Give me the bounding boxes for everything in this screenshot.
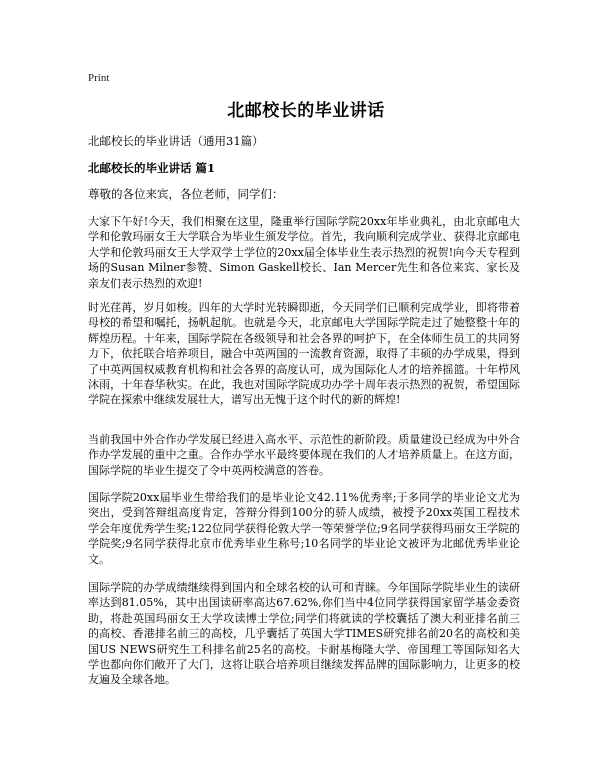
greeting-line: 尊敬的各位来宾，各位老师，同学们： <box>88 187 284 201</box>
section-heading: 北邮校长的毕业讲话 篇1 <box>88 161 216 175</box>
paragraph-welcome: 大家下午好!今天，我们相聚在这里，隆重举行国际学院20xx年毕业典礼，由北京邮电大学和伦敦玛丽女王大学联合为毕业生颁发学位。首先，我向顺利完成学业、获得北京邮电大学和伦敦玛丽女王大学双学士学位的20xx届全体毕业生表示热烈的祝贺!向今天专程到场的Susan Milner参赞、Simon Gaskell校长、Ian Mercer先生和各位来宾、家长及亲友们表示热烈的欢迎! <box>88 215 520 290</box>
document-subtitle: 北邮校长的毕业讲话（通用31篇） <box>88 134 264 148</box>
print-link[interactable]: Print <box>88 72 110 84</box>
paragraph-quality: 当前我国中外合作办学发展已经进入高水平、示范性的新阶段。质量建设已经成为中外合作办学发展的重中之重。合作办学水平最终要体现在我们的人才培养质量上。在这方面，国际学院的毕业生提交了令中英两校满意的答卷。 <box>88 433 520 477</box>
paragraph-achievements: 国际学院20xx届毕业生带给我们的是毕业论文42.11%优秀率;于多同学的毕业论文尤为突出，受到答辩组高度肯定，答辩分得到100分的骄人成绩，被授予20xx英国工程技术学会年度优秀学生奖;122位同学获得伦敦大学一等荣誉学位;9名同学获得玛丽女王学院的学院奖;9名同学获得北京市优秀毕业生称号;10名同学的毕业论文被评为北邮优秀毕业论文。 <box>88 491 520 566</box>
paragraph-history: 时光荏苒，岁月如梭。四年的大学时光转瞬即逝，今天同学们已顺利完成学业，即将带着母校的希望和嘱托，扬帆起航。也就是今天，北京邮电大学国际学院走过了她整整十年的辉煌历程。十年来，国际学院在各级领导和社会各界的呵护下，在全体师生员工的共同努力下，依托联合培养项目，融合中英两国的一流教育资源，取得了丰硕的办学成果，得到了中英两国权威教育机构和社会各界的高度认可，成为国际化人才的培养摇篮。十年栉风沐雨，十年春华秋实。在此，我也对国际学院成功办学十周年表示热烈的祝贺，希望国际学院在探索中继续发展壮大，谱写出无愧于这个时代的新的辉煌! <box>88 301 520 407</box>
page-title: 北邮校长的毕业讲话 <box>227 101 385 121</box>
paragraph-recognition: 国际学院的办学成绩继续得到国内和全球名校的认可和青睐。今年国际学院毕业生的读研率达到81.05%，其中出国读研率高达67.62%,你们当中4位同学获得国家留学基金委资助，将赴英国玛丽女王大学攻读博士学位;同学们将就读的学校囊括了澳大利亚排名前三的高校、香港排名前三的高校，几乎囊括了英国大学TIMES研究排名前20名的高校和美国US NEWS研究生工科排名前25名的高校。卡耐基梅隆大学、帝国理工等国际知名大学也都向你们敞开了大门，这将让联合培养项目继续发挥品牌的国际影响力，让更多的校友遍及全球各地。 <box>88 581 520 687</box>
